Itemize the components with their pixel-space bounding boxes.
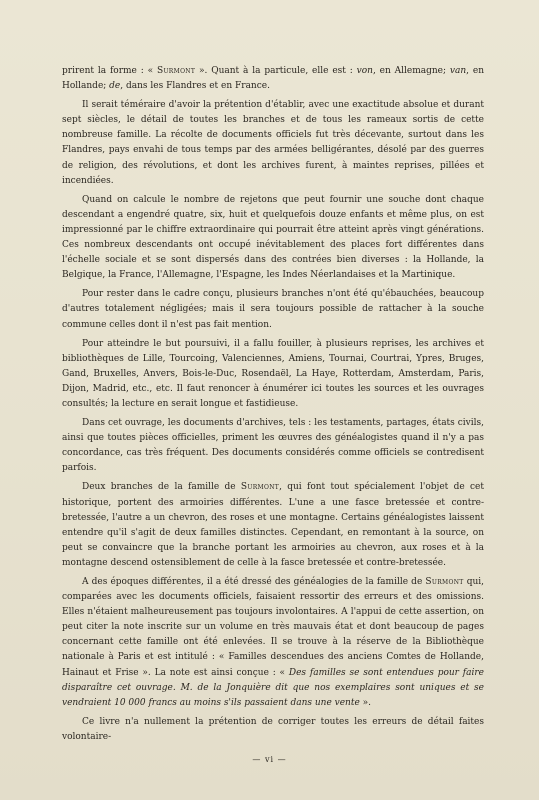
text-run: prirent la forme : «: [62, 66, 157, 76]
text-run: , en Hollande;: [62, 66, 484, 92]
text-run: ».: [359, 697, 372, 708]
paragraph-6: Dans cet ouvrage, les documents d'archives, tels : les testaments, partages, états civils, ainsi que toutes pièces officielles, priment les œuvres des généalogistes quand il n'y a pas concordance, cas très fréquent. Des documents considérés comme officiels se contredisent parfois.: [62, 418, 484, 474]
text-run: A des époques différentes, il a été dressé des généalogies de la famille de: [82, 577, 426, 587]
paragraph-3: Quand on calcule le nombre de rejetons que peut fournir une souche dont chaque descendant a engendré quatre, six, huit et quelquefois douze enfants et même plus, on est impressionné par le chiffre extraordinaire qui pourrait être atteint après vingt générations. Ces nombreux descendants ont occupé inévitablement des places fort différentes dans l'échelle sociale et se sont dispersés dans des contrées bien diverses : la Hollande, la Belgique, la France, l'Allemagne, l'Espagne, les Indes Néerlandaises et la Martinique.: [62, 194, 484, 281]
page-number: — vi —: [252, 755, 287, 764]
paragraph-1: [62, 64, 484, 94]
particle-von: von: [356, 66, 373, 76]
family-name: Surmont: [425, 577, 464, 587]
particle-de: de: [109, 81, 121, 92]
paragraph-2: Il serait téméraire d'avoir la prétention d'établir, avec une exactitude absolue et durant sept siècles, le détail de toutes les branches et de tous les rameaux sortis de cette nombreuse famille. La récolte de documents officiels fut très décevante, surtout dans les Flandres, pays envahi de tous temps par des armées belligérantes, désolé par des guerres de religion, des révolutions, et dont les archives furent, à maintes reprises, pillées et incendiées.: [62, 100, 484, 186]
paragraph-5: Pour atteindre le but poursuivi, il a fallu fouiller, à plusieurs reprises, les archives et bibliothèques de Lille, Tourcoing, Valenciennes, Amiens, Tournai, Courtrai, Ypres, Bruges, Gand, Bruxelles, Anvers, Bois-le-Duc, Rosendaël, La Haye, Rotterdam, Amsterdam, Paris, Dijon, Madrid, etc., etc. Il faut renoncer à énumérer ici toutes les sources et les ouvrages consultés; la lecture en serait longue et fastidieuse.: [62, 338, 484, 409]
body-text: [62, 64, 484, 749]
family-name: Surmont: [240, 482, 280, 493]
italic-quotation: Des familles se sont entendues pour faire disparaître cet ouvrage. M. de la Jonquière dit que nos exemplaires sont uniques et se vendraient 10 000 francs au moins s'ils passaient dans une vente: [62, 667, 484, 708]
text-run: ». Quant à la particule, elle est :: [195, 66, 357, 76]
paragraph-8: [62, 575, 484, 711]
text-run: , dans les Flandres et en France.: [120, 81, 270, 92]
text-run: qui, comparées avec les documents officiels, faisaient ressortir des erreurs et des omissions. Elles n'étaient malheureusement pas toujours involontaires. A l'appui de cette assertion, on peut citer la note inscrite sur un volume en très mauvais état et dont beaucoup de pages concernant cette famille ont été enlevées. Il se trouve à la réserve de la Bibliothèque nationale à Paris et est intitulé : « Familles descendues des anciens Comtes de Hollande, Hainaut et Frise ». La note est ainsi conçue : «: [62, 577, 484, 678]
particle-van: van: [449, 66, 467, 76]
family-name: Surmont: [156, 66, 196, 76]
text-run: , en Allemagne;: [372, 66, 450, 76]
text-run: , qui font tout spécialement l'objet de cet historique, portent des armoiries différentes. L'une a une fasce bretessée et contre-bretessée, l'autre a un chevron, des roses et une montagne. Certains généalogistes laissent entendre qu'il s'agit de deux familles distinctes. Cependant, en remontant à la source, on peut se convaincre que la branche portant les armoiries au chevron, aux roses et à la montagne descend ostensiblement de celle à la fasce bretessée et contre-bretessée.: [62, 482, 484, 568]
paragraph-7: [62, 480, 484, 571]
text-run: Deux branches de la famille de: [82, 482, 241, 493]
paragraph-4: Pour rester dans le cadre conçu, plusieurs branches n'ont été qu'ébauchées, beaucoup d'autres totalement négligées; mais il sera toujours possible de rattacher à la souche commune celles dont il n'est pas fait mention.: [62, 289, 484, 330]
paragraph-9: Ce livre n'a nullement la prétention de corriger toutes les erreurs de détail faites volontaire-: [62, 716, 484, 742]
